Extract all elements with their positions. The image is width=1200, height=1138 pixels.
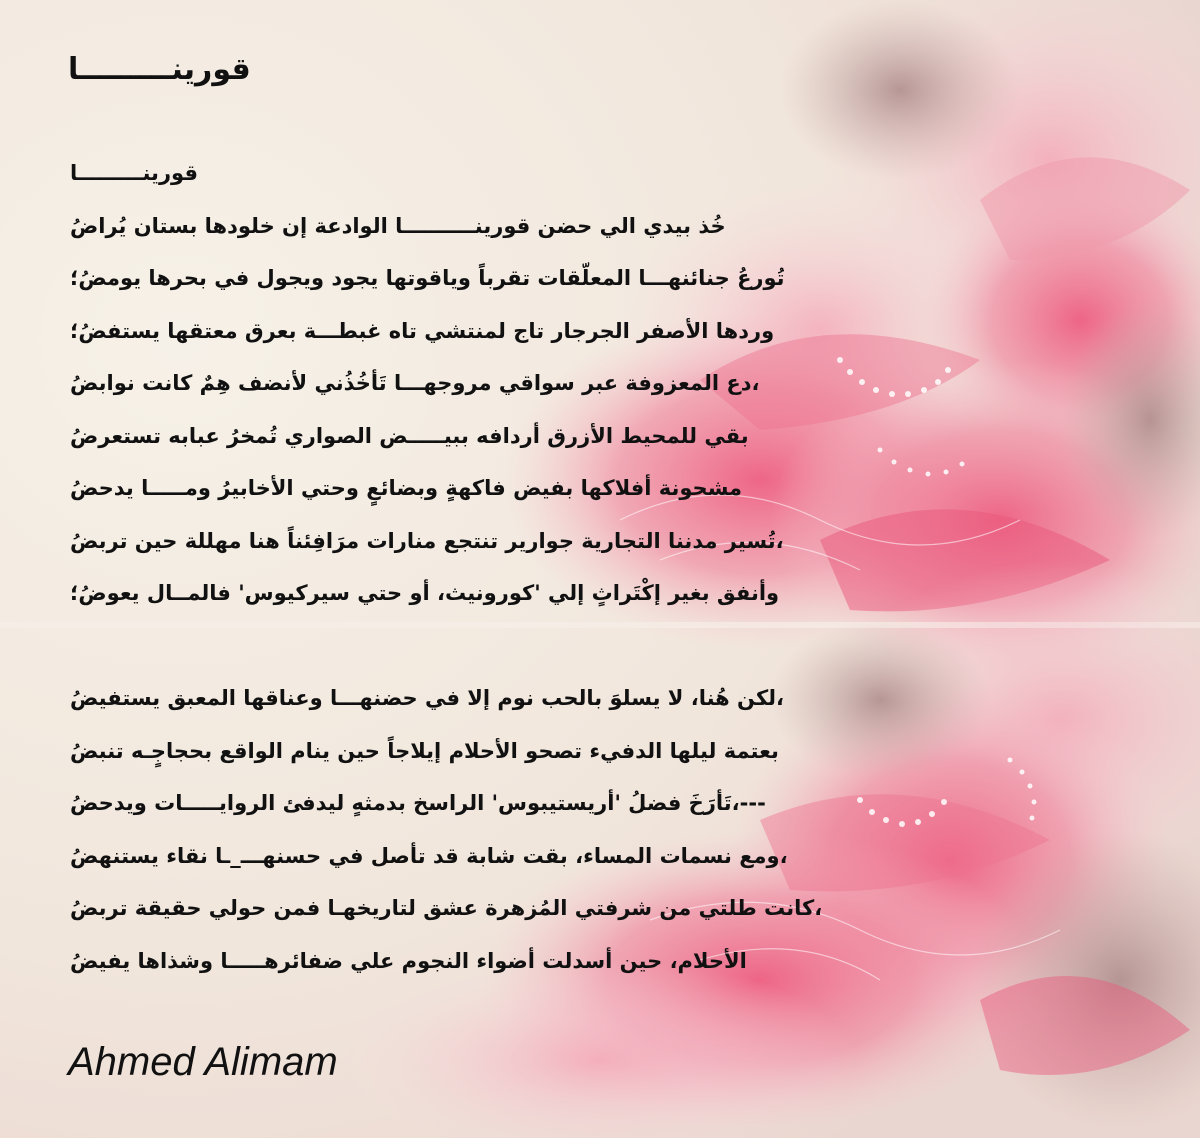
poem-line: تُورعُ جنائنهـــا المعلّقات تقرباً وياقوتها يجود ويجول في بحرها يومضُ؛ <box>70 266 785 290</box>
poem-line: ،دع المعزوفة عبر سواقي مروجهـــا تَأخُذُني لأنضف هِمٌ كانت نوابضُ <box>70 371 760 395</box>
poem-line: ،تُسير مدننا التجارية جوارير تنتجع منارات مرَافِئناً هنا مهللة حين تربضُ <box>70 528 784 553</box>
poem-line: ،لكن هُنا، لا يسلوَ بالحب نوم إلا في حضنهـــا وعناقها المعبق يستفيضُ <box>70 686 785 710</box>
stanza-break <box>70 629 880 682</box>
poem-line: ،كانت طلتي من شرفتي المُزهرة عشق لتاريخهـا فمن حولي حقيقة تربضُ <box>70 896 823 920</box>
poem-line: وردها الأصفر الجرجار تاج لمنتشي تاه غبطـــة بعرق معتقها يستفضُ؛ <box>70 318 775 343</box>
poem-line: الأحلام، حين أسدلت أضواء النجوم علي ضفائرهـــــا وشذاها يفيضُ <box>70 948 747 973</box>
poem-line: خُذ بيدي الي حضن قورينــــــــــا الوادعة إن خلودها بستان يُراضُ <box>70 213 726 238</box>
poem-title: قورينـــــــــا <box>68 52 251 87</box>
poem-body <box>70 156 880 996</box>
poem-line: وأنفق بغير إكْتَراثٍ إلي 'كورونيث، أو حتي سيركيوس' فالمــال يعوضُ؛ <box>70 581 780 605</box>
poem-line: بعتمة ليلها الدفيء تصحو الأحلام إيلاجاً حين ينام الواقع بحجاجٍـه تنبضُ <box>70 738 779 763</box>
poem-line: مشحونة أفلاكها بفيض فاكهةٍ وبضائعٍ وحتي الأخابيرُ ومـــــا يدحضُ <box>70 476 743 500</box>
poem-line: ---،تَأرَخَ فضلُ 'أريستيبوس' الراسخ بدمثهٍ ليدفئ الروايـــــات ويدحضُ <box>70 791 766 815</box>
poem-line: بقي للمحيط الأزرق أردافه ببيـــــض الصواري تُمخرُ عبابه تستعرضُ <box>70 423 749 448</box>
author-signature: Ahmed Alimam <box>68 1040 338 1084</box>
poem-line: قورينـــــــــا <box>70 161 198 185</box>
poem-line: ،ومع نسمات المساء، بقت شابة قد تأصل في حسنهـــ_ـا نقاء يستنهضُ <box>70 843 788 868</box>
